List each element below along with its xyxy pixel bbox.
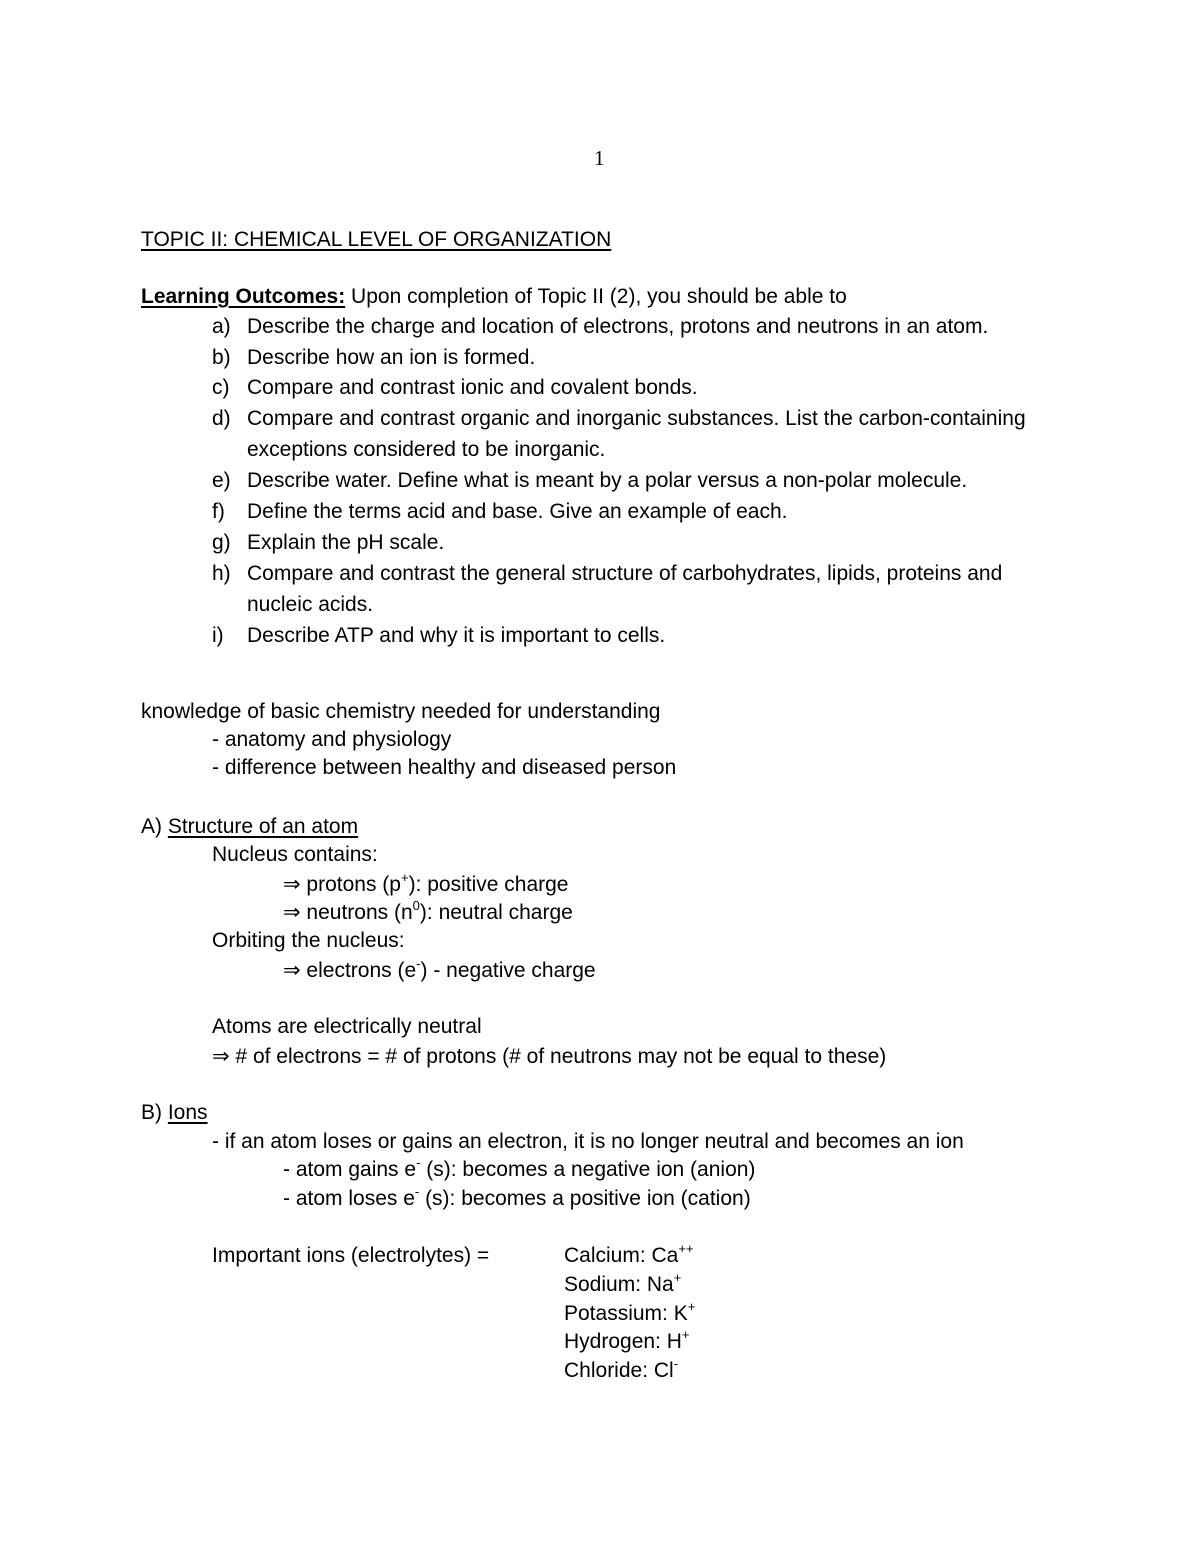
outcome-marker: i) [212,624,224,647]
outcome-marker: g) [212,531,231,554]
anion-text: - atom gains e [283,1158,417,1181]
outcome-text: Describe water. Define what is meant by a polar versus a non-polar molecule. [247,469,968,492]
electrons-charge: - [416,956,421,971]
electrolyte-name: Calcium: Ca [564,1244,679,1267]
protons-line [283,872,569,897]
neutrons-charge: 0 [412,898,420,913]
outcome-text-continued: exceptions considered to be inorganic. [247,438,606,461]
electrolyte-hydrogen [564,1327,690,1354]
cation-description: (s): becomes a positive ion (cation) [419,1187,751,1210]
protons-text: ⇒ protons (p [283,873,401,896]
page-number: 1 [594,146,605,170]
electrolytes-label: Important ions (electrolytes) = [212,1244,490,1267]
electrolyte-charge: + [687,1299,696,1314]
neutral-statement: Atoms are electrically neutral [212,1015,482,1038]
section-b-prefix: B) [141,1101,162,1124]
outcome-marker: b) [212,346,231,369]
section-a-prefix: A) [141,815,162,838]
learning-outcomes-text: Upon completion of Topic II (2), you should be able to [351,285,847,308]
electrons-line [283,958,596,983]
outcome-text-continued: nucleic acids. [247,593,374,616]
outcome-marker: e) [212,469,231,492]
protons-description: ): positive charge [408,873,569,896]
electrolyte-charge: ++ [678,1241,694,1256]
document-title: TOPIC II: CHEMICAL LEVEL OF ORGANIZATION [141,228,612,251]
cation-text: - atom loses e [283,1187,415,1210]
cation-charge: - [414,1184,420,1199]
outcome-marker: d) [212,407,231,430]
protons-charge: + [400,870,409,885]
outcome-text: Describe the charge and location of electrons, protons and neutrons in an atom. [247,315,989,338]
section-a-title: Structure of an atom [167,815,359,838]
electrolyte-charge: + [681,1327,690,1342]
outcome-text: Compare and contrast ionic and covalent bonds. [247,376,698,399]
electrolyte-name: Chloride: Cl [564,1359,674,1382]
outcome-marker: c) [212,376,230,399]
neutrons-description: ): neutral charge [419,901,573,924]
electrolyte-charge: - [673,1356,679,1371]
ion-definition: - if an atom loses or gains an electron, it is no longer neutral and becomes an ion [212,1130,964,1153]
section-a-heading [141,815,358,839]
electrolyte-name: Hydrogen: H [564,1330,682,1353]
anion-description: (s): becomes a negative ion (anion) [420,1158,756,1181]
equality-statement: ⇒ # of electrons = # of protons (# of neutrons may not be equal to these) [212,1045,887,1068]
section-b-heading [141,1101,208,1125]
outcome-marker: a) [212,315,231,338]
electrolyte-calcium [564,1241,694,1268]
electrolyte-charge: + [673,1270,682,1285]
electrons-text: ⇒ electrons (e [283,959,417,982]
outcome-text: Describe how an ion is formed. [247,346,536,369]
neutrons-text: ⇒ neutrons (n [283,901,413,924]
outcome-text: Compare and contrast organic and inorganic substances. List the carbon-containing [247,407,1026,430]
orbit-label: Orbiting the nucleus: [212,929,405,952]
learning-outcomes-intro [141,285,847,309]
electrolyte-name: Potassium: K [564,1302,688,1325]
outcome-text: Describe ATP and why it is important to cells. [247,624,666,647]
outcome-marker: f) [212,500,225,523]
intro-point: - difference between healthy and diseased person [212,756,677,779]
electrolyte-sodium [564,1270,682,1297]
electrons-description: ) - negative charge [420,959,596,982]
outcome-text: Define the terms acid and base. Give an example of each. [247,500,788,523]
intro-point: - anatomy and physiology [212,728,452,751]
neutrons-line [283,900,573,925]
electrolyte-potassium [564,1299,696,1326]
anion-charge: - [416,1155,421,1170]
section-b-title: Ions [167,1101,208,1124]
intro-line: knowledge of basic chemistry needed for understanding [141,700,661,723]
anion-line [283,1155,756,1182]
nucleus-label: Nucleus contains: [212,843,378,866]
outcome-text: Compare and contrast the general structure of carbohydrates, lipids, proteins and [247,562,1003,585]
outcome-text: Explain the pH scale. [247,531,445,554]
electrolyte-name: Sodium: Na [564,1273,674,1296]
learning-outcomes-label: Learning Outcomes: [141,285,346,308]
outcome-marker: h) [212,562,231,585]
cation-line [283,1184,751,1211]
electrolyte-chloride [564,1356,679,1383]
